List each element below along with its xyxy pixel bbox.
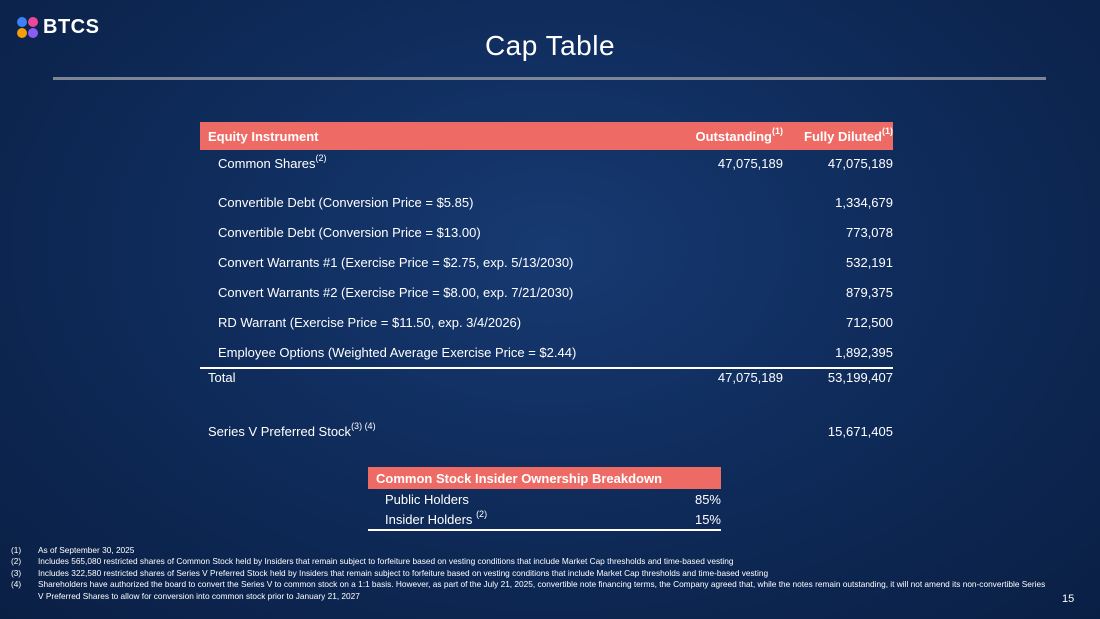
row-fully-diluted: 712,500: [846, 314, 893, 330]
row-fully-diluted: 1,334,679: [835, 194, 893, 210]
cap-table-header: [200, 122, 893, 150]
footnote-number: (1): [11, 545, 22, 555]
cap-table: [200, 122, 893, 446]
logo-text: BTCS: [43, 16, 100, 38]
preferred-fully-diluted: 15,671,405: [827, 423, 893, 439]
header-outstanding-label: Outstanding: [695, 128, 772, 144]
footnote-text: Includes 565,080 restricted shares of Common Stock held by Insiders that remain subject to forfeiture based on vesting conditions that include Market Cap thresholds and time-based vesting: [38, 556, 734, 567]
row-label: RD Warrant (Exercise Price = $11.50, exp. 3/4/2026): [218, 314, 522, 330]
table-row: [200, 277, 893, 307]
header-outstanding: [678, 122, 783, 150]
footnote-text: Includes 322,580 restricted shares of Series V Preferred Stock held by Insiders that remain subject to forfeiture based on vesting conditions that include Market Cap thresholds and time-based vesting: [38, 567, 769, 578]
table-row: [200, 217, 893, 247]
header-fully-diluted: [783, 122, 893, 150]
spacer-row: [200, 392, 893, 416]
header-fully-diluted-note: (1): [882, 125, 893, 136]
row-outstanding: [678, 277, 783, 307]
row-label: Convertible Debt (Conversion Price = $5.85): [218, 194, 474, 210]
row-outstanding: [678, 307, 783, 337]
row-label: Convert Warrants #2 (Exercise Price = $8.00, exp. 7/21/2030): [218, 284, 574, 300]
footnote-number: (2): [11, 556, 22, 567]
row-outstanding: [678, 187, 783, 217]
footnote: [11, 568, 1051, 579]
row-outstanding: 47,075,189: [717, 156, 783, 171]
ownership-value: 85%: [694, 491, 721, 507]
row-outstanding: [678, 247, 783, 277]
ownership-row: [368, 489, 721, 509]
ownership-header: Common Stock Insider Ownership Breakdown: [368, 467, 721, 489]
preferred-label: [200, 416, 678, 446]
row-fully-diluted: 773,078: [846, 224, 893, 240]
footnote: [11, 545, 1051, 556]
footnote: [11, 579, 1051, 602]
ownership-table: [368, 467, 721, 531]
table-row: [200, 307, 893, 337]
row-label: [200, 150, 678, 187]
row-outstanding: [678, 337, 783, 368]
preferred-outstanding: [678, 416, 783, 446]
title-divider: [53, 77, 1046, 80]
footnote-number: (3): [11, 567, 22, 578]
total-fully-diluted: 53,199,407: [783, 368, 893, 392]
row-note: (2): [315, 153, 327, 163]
header-outstanding-note: (1): [772, 125, 783, 136]
total-outstanding: 47,075,189: [678, 368, 783, 392]
total-label: Total: [200, 368, 678, 392]
table-row: [200, 247, 893, 277]
preferred-row: [200, 416, 893, 446]
preferred-note: (3) (4): [351, 420, 376, 431]
ownership-row: [368, 509, 721, 530]
ownership-label: [368, 509, 658, 530]
row-label: Convertible Debt (Conversion Price = $13.00): [218, 224, 481, 240]
header-equity-instrument: Equity Instrument: [200, 122, 678, 150]
row-label: Employee Options (Weighted Average Exercise Price = $2.44): [218, 344, 577, 360]
footnote-text: Shareholders have authorized the board to convert the Series V to common stock on a 1:1 basis. However, as part of the July 21, 2025, convertible note financing terms, the Company agreed that, while the notes remain outstanding, it will not amend its non-convertible Series V Preferred Shares to allow for conversion into common stock prior to January 21, 2027: [38, 579, 1046, 601]
preferred-label-text: Series V Preferred Stock: [208, 423, 352, 439]
row-outstanding: [678, 217, 783, 247]
row-label: Convert Warrants #1 (Exercise Price = $2.75, exp. 5/13/2030): [218, 254, 574, 270]
header-fully-diluted-label: Fully Diluted: [804, 128, 882, 144]
table-row: [200, 150, 893, 187]
ownership-label-text: Insider Holders: [385, 511, 473, 527]
footnote: [11, 556, 1051, 567]
row-fully-diluted: 532,191: [846, 254, 893, 270]
ownership-label: Public Holders: [385, 491, 469, 507]
page-title: Cap Table: [484, 30, 616, 61]
row-fully-diluted: 879,375: [846, 284, 893, 300]
table-row: [200, 337, 893, 368]
footnote-text: As of September 30, 2025: [38, 545, 135, 555]
ownership-value: 15%: [658, 509, 721, 530]
row-fully-diluted: 47,075,189: [827, 156, 893, 171]
row-label-text: Common Shares: [218, 156, 316, 171]
ownership-note: (2): [476, 508, 488, 519]
footnotes: [11, 545, 1051, 602]
page-number: 15: [1062, 593, 1075, 605]
row-fully-diluted: 1,892,395: [835, 344, 893, 360]
total-row: [200, 368, 893, 392]
footnote-number: (4): [11, 579, 22, 590]
table-row: [200, 187, 893, 217]
